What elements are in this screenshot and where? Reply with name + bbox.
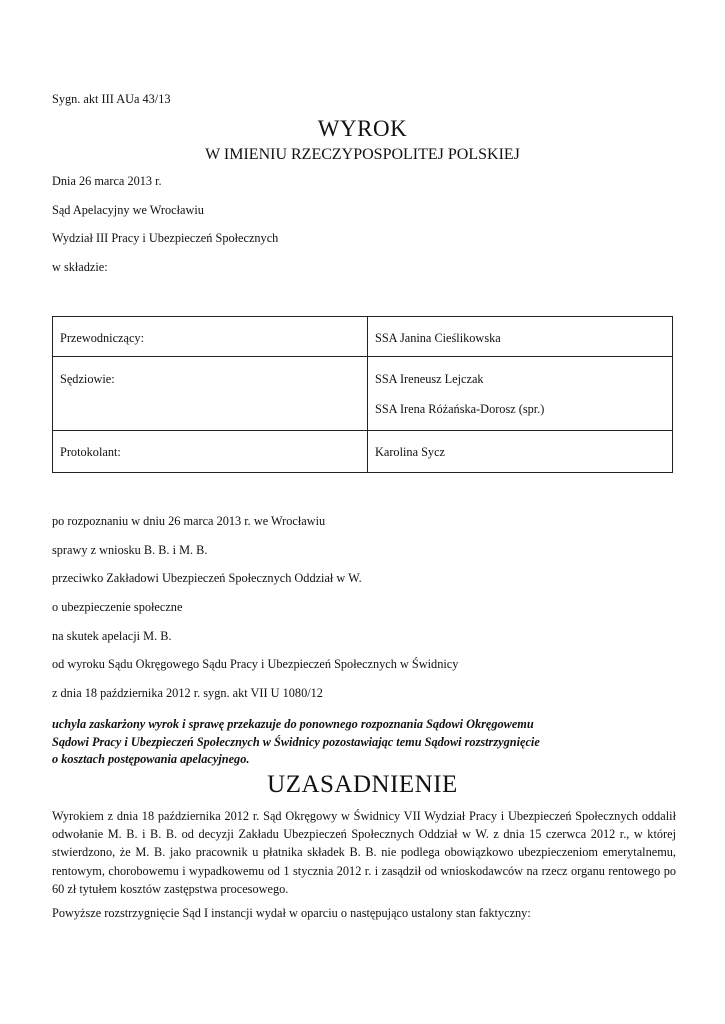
composition-label: w składzie: bbox=[52, 260, 108, 274]
court-composition-table bbox=[52, 316, 673, 473]
proceedings-line: przeciwko Zakładowi Ubezpieczeń Społecznych Oddział w W. bbox=[52, 571, 362, 585]
proceedings-line: po rozpoznaniu w dniu 26 marca 2013 r. we Wrocławiu bbox=[52, 514, 326, 528]
proceedings-line: o ubezpieczenie społeczne bbox=[52, 600, 183, 614]
document-subtitle: W IMIENIU RZECZYPOSPOLITEJ POLSKIEJ bbox=[205, 146, 520, 163]
table-row bbox=[53, 317, 673, 357]
role-cell bbox=[53, 357, 368, 431]
justification-title: UZASADNIENIE bbox=[267, 771, 458, 798]
judgment-date: Dnia 26 marca 2013 r. bbox=[52, 174, 162, 188]
justification-paragraph: Powyższe rozstrzygnięcie Sąd I instancji wydał w oparciu o następująco ustalony stan faktyczny: bbox=[52, 906, 531, 920]
role-cell bbox=[53, 431, 368, 473]
role-label: Sędziowie: bbox=[60, 372, 115, 386]
names-cell bbox=[368, 431, 673, 473]
document-title: WYROK bbox=[317, 116, 408, 141]
judge-name: SSA Irena Różańska-Dorosz (spr.) bbox=[375, 402, 545, 416]
justification-paragraph: Wyrokiem z dnia 18 października 2012 r. Sąd Okręgowy w Świdnicy VII Wydział Pracy i Ubezpieczeń Społecznych oddalił odwołanie M. B. i B. B. od decyzji Zakładu Ubezpieczeń Społecznych Oddział w W. z dnia 15 czerwca 2012 r., w której stwierdzono, że M. B. jako pracownik u płatnika składek B. B. nie podlega obowiązkowo ubezpieczeniom emerytalnemu, rentowym, chorobowemu i wypadkowemu od 1 stycznia 2012 r. i zasądził od wnioskodawców na rzecz organu rentowego po 60 zł tytułem kosztów zastępstwa procesowego. bbox=[52, 809, 676, 896]
verdict-line: o kosztach postępowania apelacyjnego. bbox=[52, 752, 250, 766]
proceedings-line: na skutek apelacji M. B. bbox=[52, 629, 172, 643]
judge-name: SSA Janina Cieślikowska bbox=[375, 331, 501, 345]
role-label: Protokolant: bbox=[60, 445, 121, 459]
names-cell bbox=[368, 317, 673, 357]
role-label: Przewodniczący: bbox=[60, 331, 144, 345]
court-division: Wydział III Pracy i Ubezpieczeń Społecznych bbox=[52, 231, 279, 245]
names-cell bbox=[368, 357, 673, 431]
table-row bbox=[53, 357, 673, 431]
clerk-name: Karolina Sycz bbox=[375, 445, 445, 459]
proceedings-line: sprawy z wniosku B. B. i M. B. bbox=[52, 543, 208, 557]
table-row bbox=[53, 431, 673, 473]
verdict-text bbox=[52, 716, 676, 769]
case-number: Sygn. akt III AUa 43/13 bbox=[52, 92, 171, 106]
court-name: Sąd Apelacyjny we Wrocławiu bbox=[52, 203, 204, 217]
verdict-line: Sądowi Pracy i Ubezpieczeń Społecznych w Świdnicy pozostawiając temu Sądowi rozstrzygnięcie bbox=[52, 734, 540, 749]
verdict-line: uchyla zaskarżony wyrok i sprawę przekazuje do ponownego rozpoznania Sądowi Okręgowemu bbox=[52, 717, 534, 731]
judge-name: SSA Ireneusz Lejczak bbox=[375, 372, 484, 386]
proceedings-line: z dnia 18 października 2012 r. sygn. akt VII U 1080/12 bbox=[52, 686, 323, 700]
role-cell bbox=[53, 317, 368, 357]
proceedings-line: od wyroku Sądu Okręgowego Sądu Pracy i Ubezpieczeń Społecznych w Świdnicy bbox=[52, 657, 459, 671]
